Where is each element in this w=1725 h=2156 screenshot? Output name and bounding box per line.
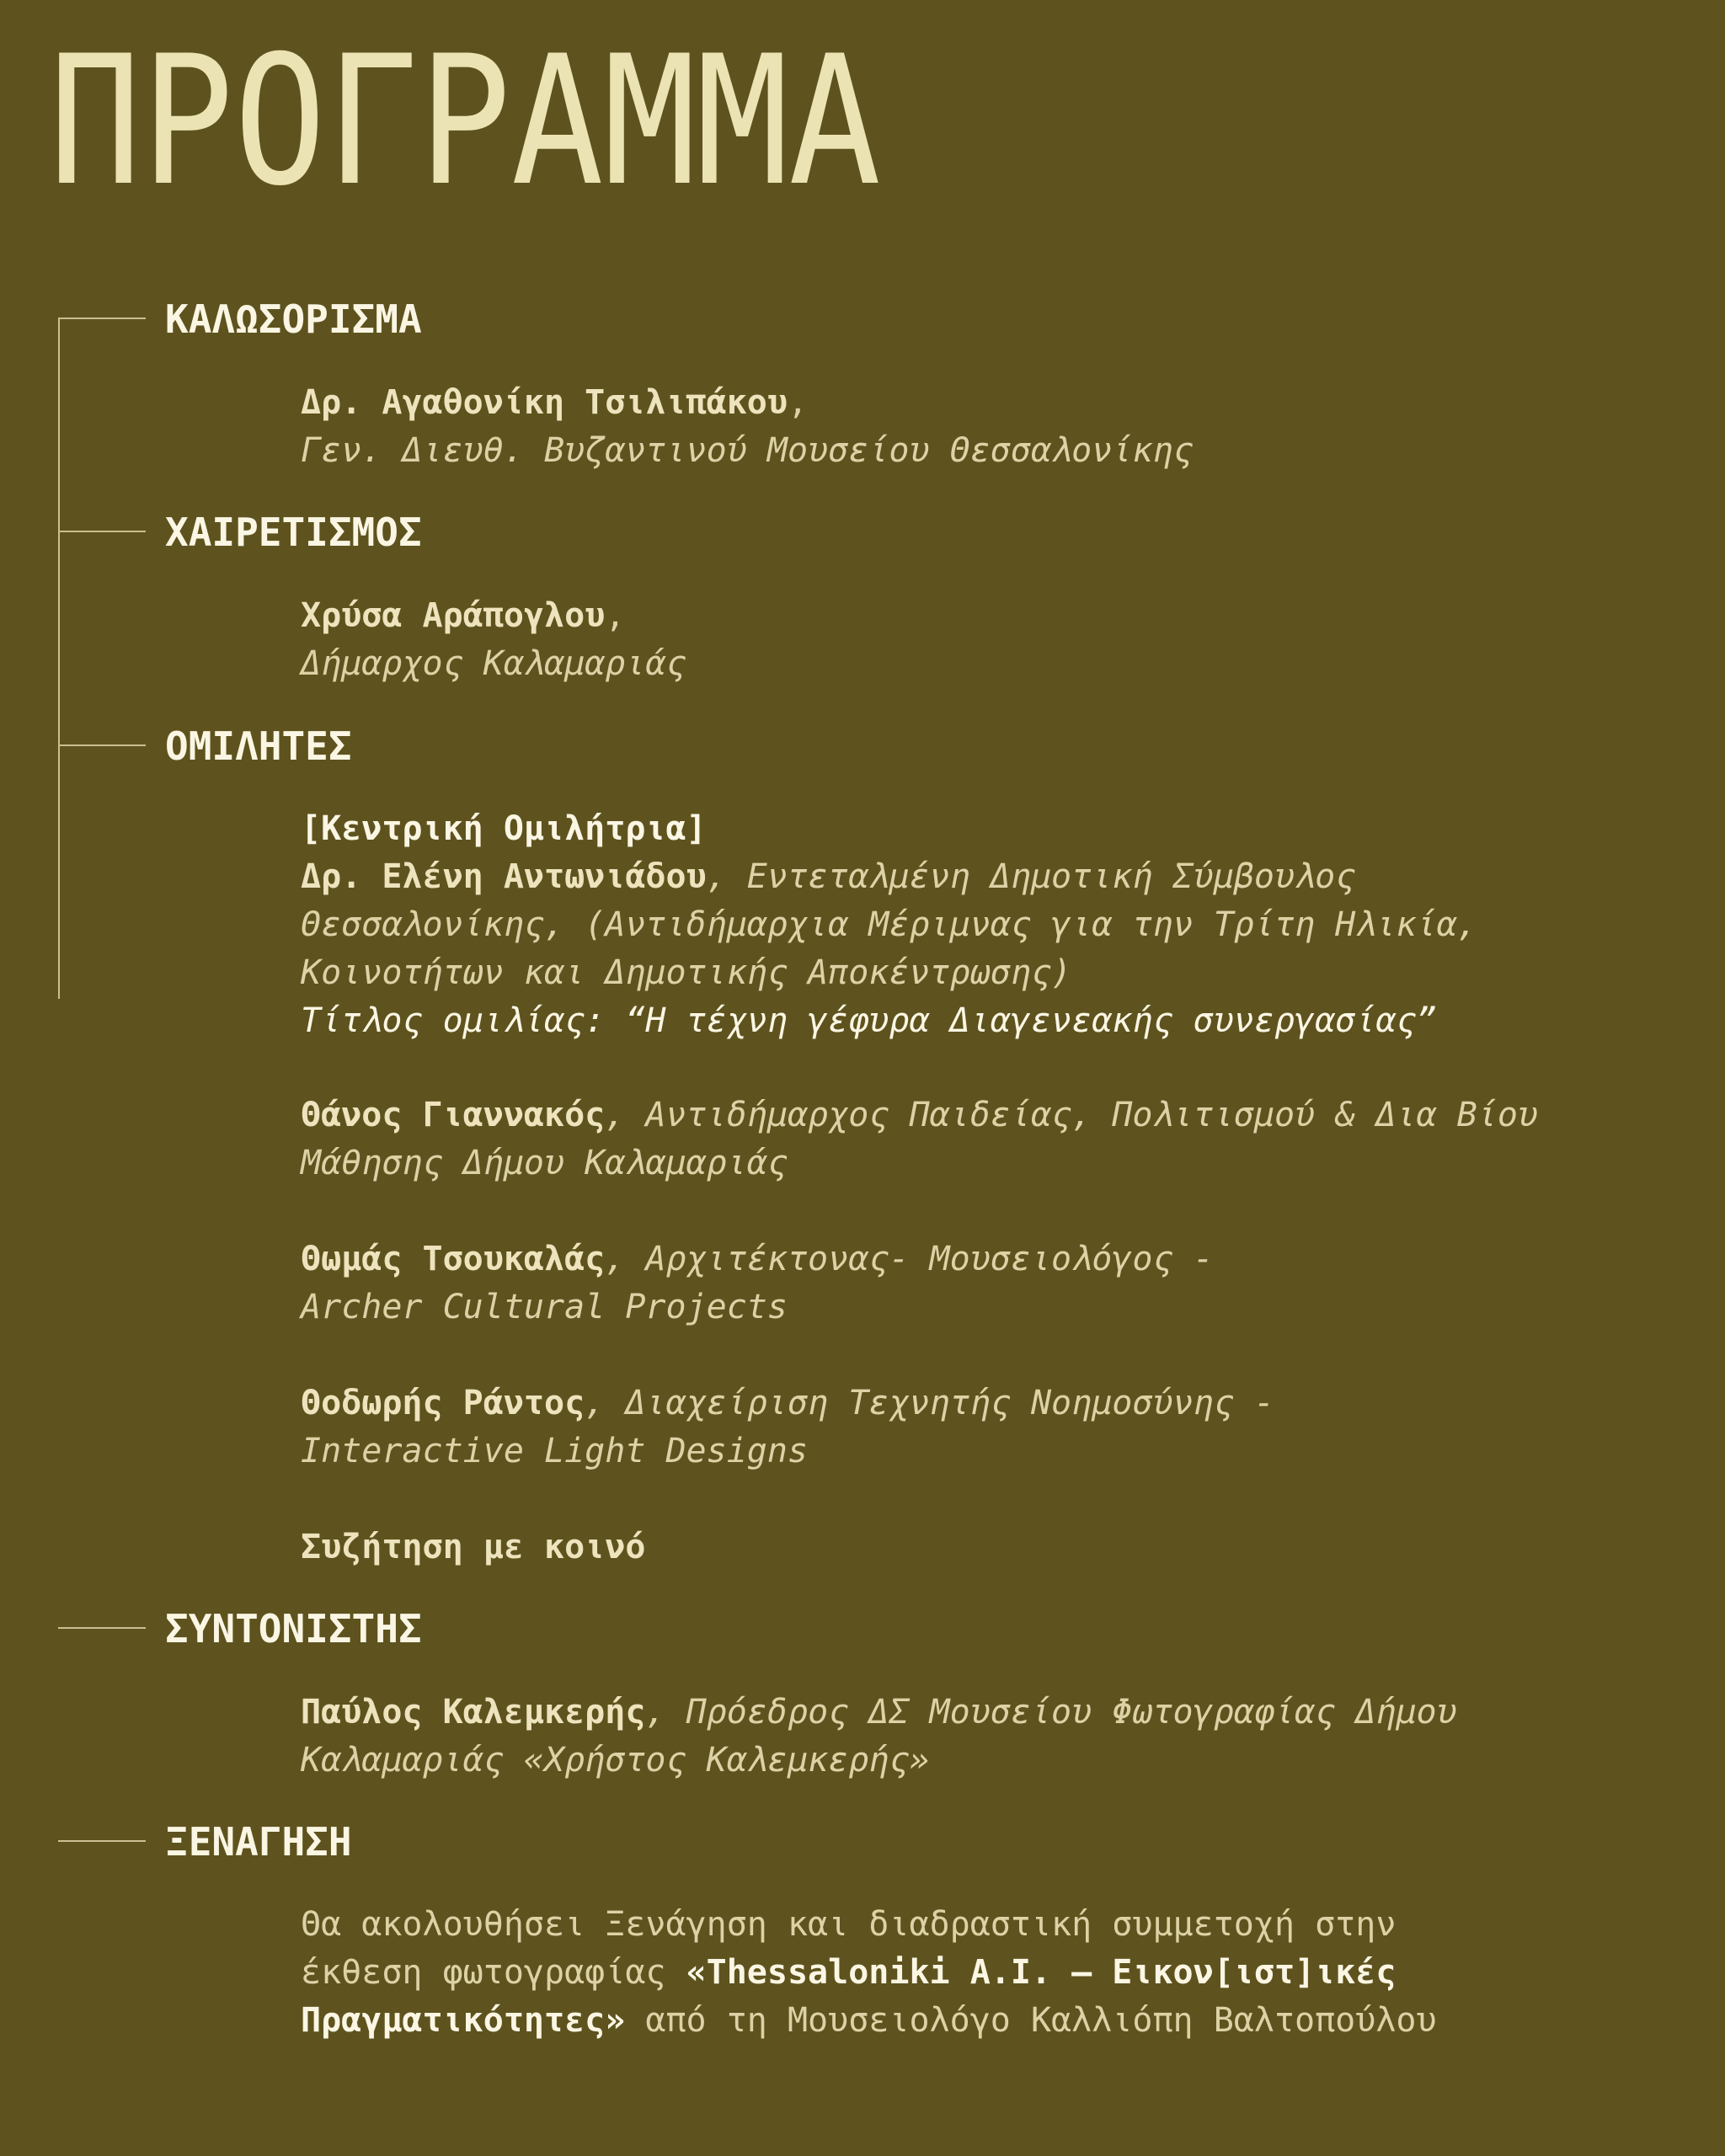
tour-text: Θα ακολουθήσει Ξενάγηση και διαδραστική συμμετοχή στην — [301, 1905, 1397, 1944]
speaker-role: , Πρόεδρος ΔΣ Μουσείου Φωτογραφίας Δήμου — [645, 1693, 1457, 1732]
section-heading-tour: ΞΕΝΑΓΗΣΗ — [165, 1819, 352, 1865]
speaker-role: , Διαχείριση Τεχνητής Νοημοσύνης - — [585, 1384, 1274, 1422]
speaker-role: , Αντιδήμαρχος Παιδείας, Πολιτισμού & Δια Βίου — [605, 1096, 1539, 1134]
speaker-name: Θοδωρής Ράντος — [301, 1384, 585, 1422]
timeline-line — [58, 318, 60, 999]
tour-text: έκθεση φωτογραφίας — [301, 1953, 686, 1992]
section-heading-welcome: ΚΑΛΩΣΟΡΙΣΜΑ — [165, 296, 422, 342]
speaker-name: Χρύσα Αράπογλου — [301, 596, 606, 635]
speaker-role: , Εντεταλμένη Δημοτική Σύμβουλος — [706, 857, 1356, 896]
speaker-name: Θωμάς Τσουκαλάς — [301, 1240, 606, 1278]
separator: , — [787, 383, 809, 422]
separator: , — [605, 596, 626, 635]
timeline-branch-tour — [58, 1840, 146, 1842]
speaker-role-continued: Κοινοτήτων και Δημοτικής Αποκέντρωσης) — [301, 953, 1072, 992]
section-heading-speakers: ΟΜΙΛΗΤΕΣ — [165, 723, 352, 769]
welcome-entry — [301, 379, 1699, 475]
greeting-entry — [301, 592, 1699, 688]
talk-title: Τίτλος ομιλίας: “Η τέχνη γέφυρα Διαγενεακής συνεργασίας” — [301, 1001, 1437, 1040]
speaker-role: Γεν. Διευθ. Βυζαντινού Μουσείου Θεσσαλονίκης — [301, 431, 1194, 470]
keynote-label: [Κεντρική Ομιλήτρια] — [301, 809, 707, 848]
tour-text: από τη Μουσειολόγο Καλλιόπη Βαλτοπούλου — [625, 2001, 1437, 2040]
speaker-name: Θάνος Γιαννακός — [301, 1096, 606, 1134]
exhibition-title: Πραγματικότητες» — [301, 2001, 626, 2040]
speaker-role: , Αρχιτέκτονας- Μουσειολόγος - — [605, 1240, 1214, 1278]
speaker-name: Παύλος Καλεμκερής — [301, 1693, 646, 1732]
moderator-entry — [301, 1689, 1699, 1785]
speaker-role-continued: Μάθησης Δήμου Καλαμαριάς — [301, 1144, 788, 1182]
timeline-branch-speakers — [58, 744, 146, 746]
timeline-branch-moderator — [58, 1627, 146, 1629]
page-title: ΠΡΟΓΡΑΜΜΑ — [49, 17, 881, 225]
speaker-name: Δρ. Αγαθονίκη Τσιλιπάκου — [301, 383, 788, 422]
speaker-role: Δήμαρχος Καλαμαριάς — [301, 644, 686, 683]
section-heading-moderator: ΣΥΝΤΟΝΙΣΤΗΣ — [165, 1606, 422, 1652]
timeline-branch-welcome — [58, 318, 146, 319]
speaker-role-continued: Καλαμαριάς «Χρήστος Καλεμκερής» — [301, 1741, 930, 1780]
speaker-role-continued: Interactive Light Designs — [301, 1432, 809, 1470]
exhibition-title: «Thessaloniki A.I. – Εικον[ιστ]ικές — [686, 1953, 1397, 1992]
discussion-label: Συζήτηση με κοινό — [301, 1528, 646, 1566]
speaker-role-continued: Θεσσαλονίκης, (Αντιδήμαρχια Μέριμνας για την Τρίτη Ηλικία, — [301, 905, 1477, 944]
speaker-entry — [301, 1091, 1699, 1187]
keynote-entry — [301, 805, 1699, 1045]
speaker-entry — [301, 1380, 1699, 1476]
timeline-branch-greeting — [58, 531, 146, 532]
speaker-name: Δρ. Ελένη Αντωνιάδου — [301, 857, 707, 896]
speaker-entry — [301, 1235, 1699, 1331]
speaker-role-continued: Archer Cultural Projects — [301, 1288, 788, 1326]
tour-description — [301, 1901, 1699, 2045]
section-heading-greeting: ΧΑΙΡΕΤΙΣΜΟΣ — [165, 510, 422, 555]
discussion-entry — [301, 1524, 1699, 1572]
